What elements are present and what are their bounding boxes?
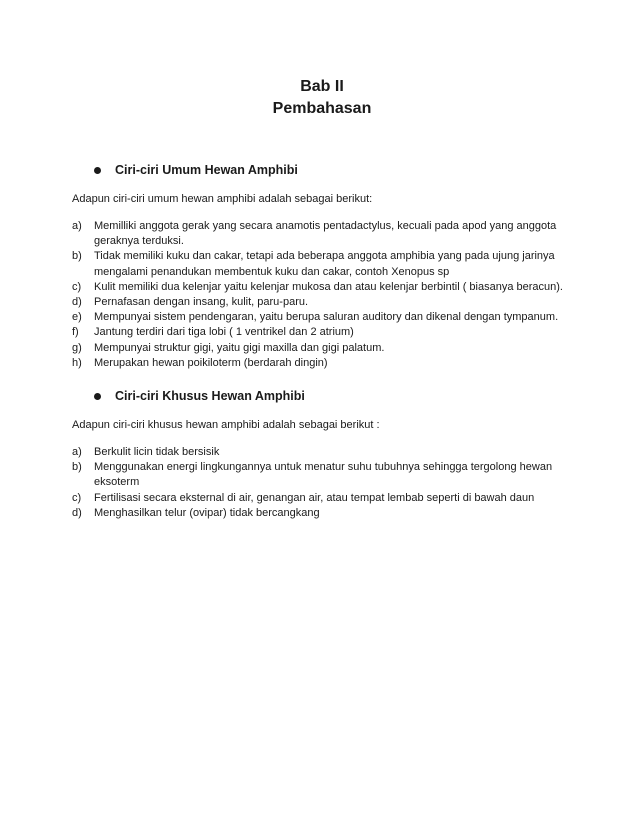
list-item xyxy=(72,310,578,325)
list-marker: g) xyxy=(72,341,82,354)
list-item xyxy=(72,325,578,340)
list-item-text: Memilliki anggota gerak yang secara anamotis pentadactylus, kecuali pada apod yang anggota geraknya terduksi. xyxy=(94,220,557,248)
section-heading-text: Ciri-ciri Umum Hewan Amphibi xyxy=(115,163,298,177)
list-marker: a) xyxy=(72,220,82,232)
chapter-title: Pembahasan xyxy=(272,100,372,117)
list-marker: b) xyxy=(72,250,82,263)
list-marker: b) xyxy=(72,461,82,474)
bullet-icon xyxy=(94,393,101,400)
list-item-text: Tidak memiliki kuku dan cakar, tetapi ada beberapa anggota amphibia yang pada ujung jarinya mengalami penandukan membentuk kuku dan cakar, contoh Xenopus sp xyxy=(94,250,555,278)
list-item xyxy=(72,506,578,521)
list-item-text: Berkulit licin tidak bersisik xyxy=(94,446,220,459)
list-item xyxy=(72,341,578,356)
section-heading-khusus xyxy=(94,389,578,403)
list-item-text: Merupakan hewan poikiloterm (berdarah dingin) xyxy=(94,356,328,369)
list-item-text: Kulit memiliki dua kelenjar yaitu kelenjar mukosa dan atau kelenjar berbintil ( biasanya beracun). xyxy=(94,280,563,293)
list-item xyxy=(72,445,578,460)
list-item xyxy=(72,280,578,295)
list-marker: c) xyxy=(72,280,82,293)
list-item-text: Mempunyai struktur gigi, yaitu gigi maxilla dan gigi palatum. xyxy=(94,341,385,354)
section-intro: Adapun ciri-ciri umum hewan amphibi adalah sebagai berikut: xyxy=(72,193,373,205)
section-heading-text: Ciri-ciri Khusus Hewan Amphibi xyxy=(115,389,305,404)
list-item-text: Pernafasan dengan insang, kulit, paru-paru. xyxy=(94,296,309,309)
list-marker: h) xyxy=(72,356,82,369)
list-item-text: Jantung terdiri dari tiga lobi ( 1 ventrikel dan 2 atrium) xyxy=(94,326,354,339)
list-item xyxy=(72,249,578,279)
list-item-text: Menggunakan energi lingkungannya untuk menatur suhu tubuhnya sehingga tergolong hewan eksoterm xyxy=(94,461,553,489)
list-marker: c) xyxy=(72,491,82,504)
list-item xyxy=(72,460,578,490)
list-marker: d) xyxy=(72,296,82,309)
list-item-text: Mempunyai sistem pendengaran, yaitu berupa saluran auditory dan dikenal dengan tympanum. xyxy=(94,311,559,324)
list-marker: a) xyxy=(72,446,82,459)
list-marker: d) xyxy=(72,506,82,519)
list-item-text: Fertilisasi secara eksternal di air, genangan air, atau tempat lembab seperti di bawah daun xyxy=(94,491,535,504)
list-marker: e) xyxy=(72,311,82,324)
list-item xyxy=(72,219,578,249)
list-item-text: Menghasilkan telur (ovipar) tidak bercangkang xyxy=(94,506,320,519)
section-heading-umum xyxy=(94,163,578,177)
list-marker: f) xyxy=(72,326,79,339)
list-item xyxy=(72,356,578,371)
bullet-icon xyxy=(94,167,101,174)
list-ciri-khusus xyxy=(72,445,578,521)
list-item xyxy=(72,491,578,506)
list-ciri-umum xyxy=(72,219,578,371)
chapter-number: Bab II xyxy=(300,78,344,95)
section-intro: Adapun ciri-ciri khusus hewan amphibi adalah sebagai berikut : xyxy=(72,419,380,432)
list-item xyxy=(72,295,578,310)
